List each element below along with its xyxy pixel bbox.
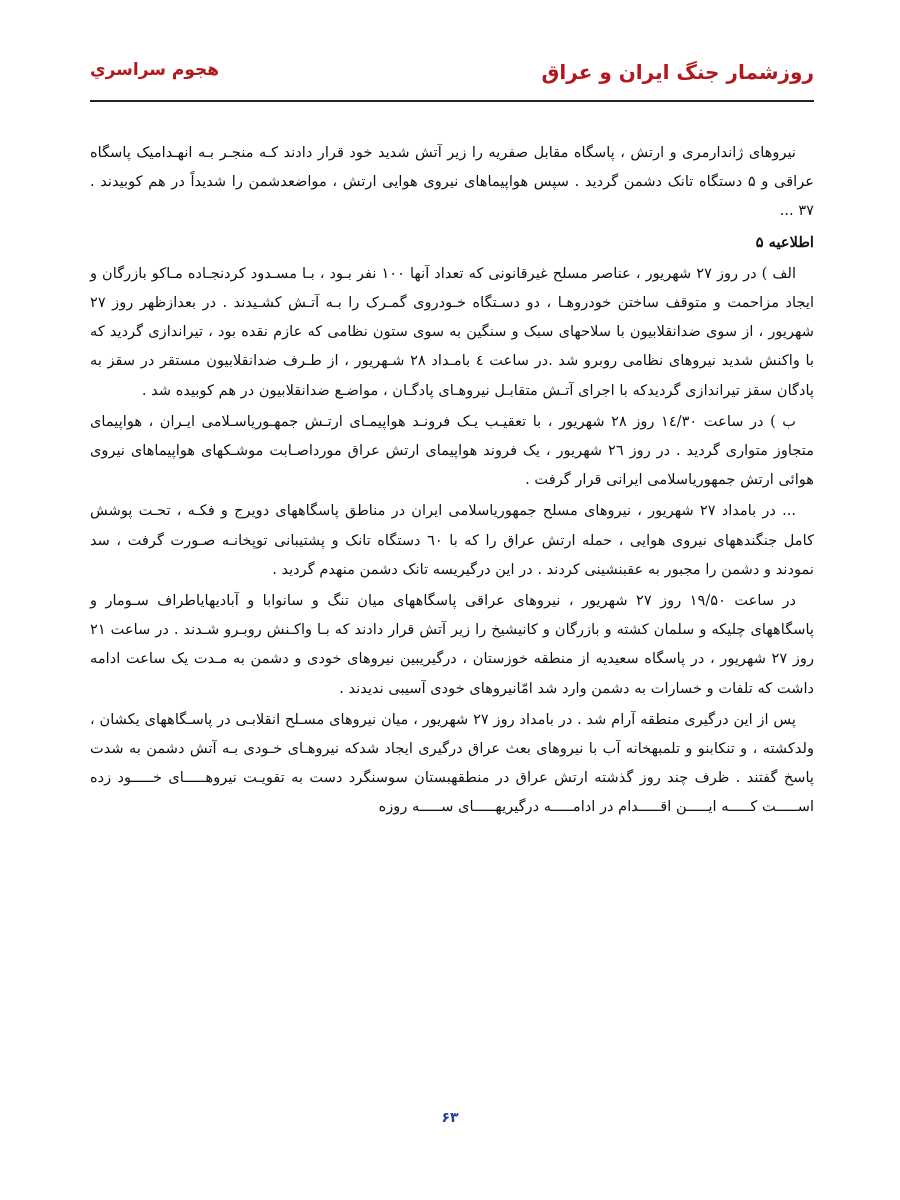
header-divider bbox=[90, 100, 814, 102]
announcement-heading: اطلاعیه ۵ bbox=[755, 233, 814, 251]
paragraph-intro: نیروهای ژاندارمری و ارتش ، پاسگاه مقابل صفریه را زیر آتش شدید خود قرار دادند كـه منجـر بـه انهـدامیک پاسگاه عراقی و ۵ دستگاه تانک دشمن گردید . سپس هواپیماهای نیروی هوایی ارتش ، مواضعدشمن را شدیداً در هم کوبیدند . ۳۷ ... bbox=[90, 144, 814, 220]
paragraph-dovirej-fakkeh: ... در بامداد ۲۷ شهریور ، نیروهای مسلح جمهوریاسلامی ایران در مناطق پاسگاههای دویرج و فکـه ، تحـت پوشش کامل جنگندههای نیروی هوایی ، حمله ارتش عراق را که با ٦۰ دستگاه تانک و پشتیبانی توپخانـه صـورت گرفت ، سد نمودند و دشمن را مجبور به عقبنشینی کردند . در این درگیریسه تانک دشمن منهدم گردید . bbox=[90, 502, 815, 578]
page-header bbox=[90, 56, 814, 100]
paragraph-sumar-saeidiyeh: در ساعت ۱۹/۵۰ روز ۲۷ شهریور ، نیروهای عراقی پاسگاههای میان تنگ و سانوابا و آبادیهایاطراف سـومار و پاسگاههای چلیکه و سلمان کشته و بازرگان و کانیشیخ را زیر آتش قرار دادند که بـا واکـنش روبـرو شـدند . در ساعت ۲۱ روز ۲۷ شهریور ، در پاسگاه سعیدیه از منطقه خوزستان ، درگیریبین نیروهای خودی و دشمن به مـدت یک ساعت ادامه داشت که تلفات و خسارات به دشمن وارد شد امّانیروهای خودی آسیبی ندیدند . bbox=[90, 592, 814, 697]
page-number: ۶۳ bbox=[441, 1110, 459, 1126]
paragraph-section-be: ب ) در ساعت ۱٤/۳۰ روز ۲۸ شهریور ، با تعقیـب یـک فرونـد هواپیمـای ارتـش جمهـوریاسـلامی ایـران ، هواپیمای متجاوز متواری گردید . در روز ۲٦ شهریور ، یک فروند هواپیمای ارتش عراق مورداصـابت موشـکهای هواپیماهای نیروی هوائی ارتش جمهوریاسلامی ایرانی قرار گرفت . bbox=[90, 412, 814, 489]
paragraph-section-alef: الف ) در روز ۲۷ شهریور ، عناصر مسلح غیرقانونی که تعداد آنها ۱۰۰ نفر بـود ، بـا مسـدود کردنجـاده مـاکو بازرگان و ایجاد مزاحمت و متوقف ساختن خودروهـا ، دو دسـتگاه خـودروی گمـرک را بـه آتـش کشـیدند . در بعدازظهر روز ۲۷ شهریور ، از سوی ضدانقلابیون با سلاحهای سبک و سنگین به سوی ستون نظامی که عازم نقده بود ، تیراندازی گردید که با واکنش شدید نیروهای نظامی روبرو شد .در ساعت ٤ بامـداد ۲۸ شـهریور ، از طـرف ضدانقلابیون مستقر در سقز به پادگان سقز تیراندازی گردیدکه با اجرای آتـش متقابـل نیروهـای پادگـان ، مواضـع ضدانقلابیون در هم کوبیده شد . bbox=[90, 264, 815, 399]
paragraph-bostan-susangerd: پس از این درگیری منطقه آرام شد . در بامداد روز ۲۷ شهریور ، میان نیروهای مسـلح انقلابـی در پاسـگاههای یکشان ، ولدکشته ، و تنکابنو و تلمبهخانه آب با نیروهای بعث عراق درگیری ایجاد شدکه نیروهـای خـودی بـه آتش دشمن به شدت پاسخ گفتند . ظرف چند روز گذشته ارتش عراق در منطقهبستان سوسنگرد دست به تقویـت نیروهـــــای خـــــود زده اســـــت كـــــه ایـــــن اقـــــدام در ادامـــــه درگیریهـــــای ســـــه روزه bbox=[90, 710, 814, 816]
body-text bbox=[90, 138, 814, 824]
chapter-title: هجوم سراسري bbox=[90, 60, 220, 80]
book-title: روزشمار جنگ ایران و عراق bbox=[541, 60, 814, 84]
